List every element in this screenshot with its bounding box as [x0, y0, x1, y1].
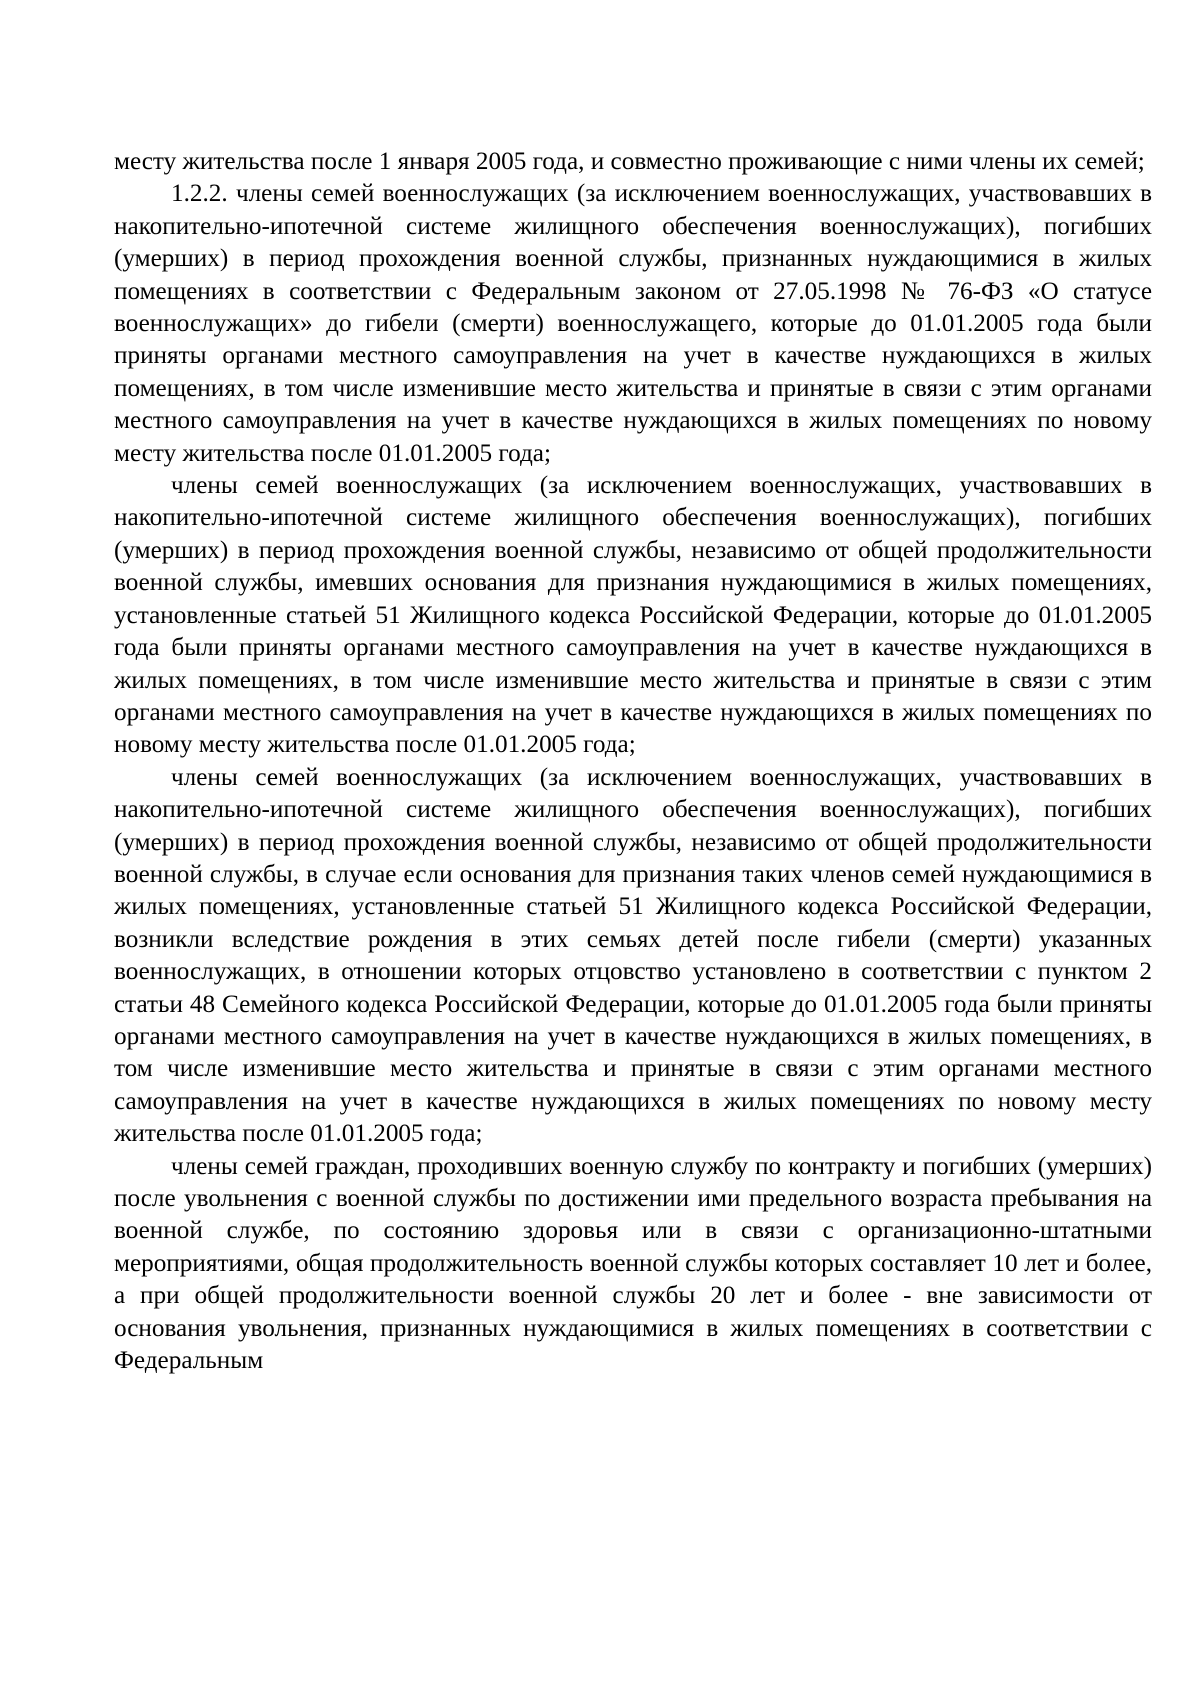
- paragraph-3: члены семей военнослужащих (за исключением военнослужащих, участвовавших в накопительно-ипотечной системе жилищного обеспечения военнослужащих), погибших (умерших) в период прохождения военной службы, независимо от общей продолжительности военной службы, имевших основания для признания нуждающимися в жилых помещениях, установленные статьей 51 Жилищного кодекса Российской Федерации, которые до 01.01.2005 года были приняты органами местного самоуправления на учет в качестве нуждающихся в жилых помещениях, в том числе изменившие место жительства и принятые в связи с этим органами местного самоуправления на учет в качестве нуждающихся в жилых помещениях по новому месту жительства после 01.01.2005 года;: [114, 472, 1152, 759]
- paragraph-1-2-2: 1.2.2. члены семей военнослужащих (за исключением военнослужащих, участвовавших в накопительно-ипотечной системе жилищного обеспечения военнослужащих), погибших (умерших) в период прохождения военной службы, признанных нуждающимися в жилых помещениях в соответствии с Федеральным законом от 27.05.1998 № 76-ФЗ «О статусе военнослужащих» до гибели (смерти) военнослужащего, которые до 01.01.2005 года были приняты органами местного самоуправления на учет в качестве нуждающихся в жилых помещениях, в том числе изменившие место жительства и принятые в связи с этим органами местного самоуправления на учет в качестве нуждающихся в жилых помещениях по новому месту жительства после 01.01.2005 года;: [114, 180, 1152, 467]
- document-page: [114, 146, 1152, 1377]
- paragraph-1: месту жительства после 1 января 2005 года, и совместно проживающие с ними члены их семей;: [114, 148, 1145, 175]
- paragraph-4: члены семей военнослужащих (за исключением военнослужащих, участвовавших в накопительно-ипотечной системе жилищного обеспечения военнослужащих), погибших (умерших) в период прохождения военной службы, независимо от общей продолжительности военной службы, в случае если основания для признания таких членов семей нуждающимися в жилых помещениях, установленные статьей 51 Жилищного кодекса Российской Федерации, возникли вследствие рождения в этих семьях детей после гибели (смерти) указанных военнослужащих, в отношении которых отцовство установлено в соответствии с пунктом 2 статьи 48 Семейного кодекса Российской Федерации, которые до 01.01.2005 года были приняты органами местного самоуправления на учет в качестве нуждающихся в жилых помещениях, в том числе изменившие место жительства и принятые в связи с этим органами местного самоуправления на учет в качестве нуждающихся в жилых помещениях по новому месту жительства после 01.01.2005 года;: [114, 763, 1152, 1148]
- paragraph-5: члены семей граждан, проходивших военную службу по контракту и погибших (умерших) после увольнения с военной службы по достижении ими предельного возраста пребывания на военной службе, по состоянию здоровья или в связи с организационно-штатными мероприятиями, общая продолжительность военной службы которых составляет 10 лет и более, а при общей продолжительности военной службы 20 лет и более - вне зависимости от основания увольнения, признанных нуждающимися в жилых помещениях в соответствии с Федеральным: [114, 1152, 1152, 1375]
